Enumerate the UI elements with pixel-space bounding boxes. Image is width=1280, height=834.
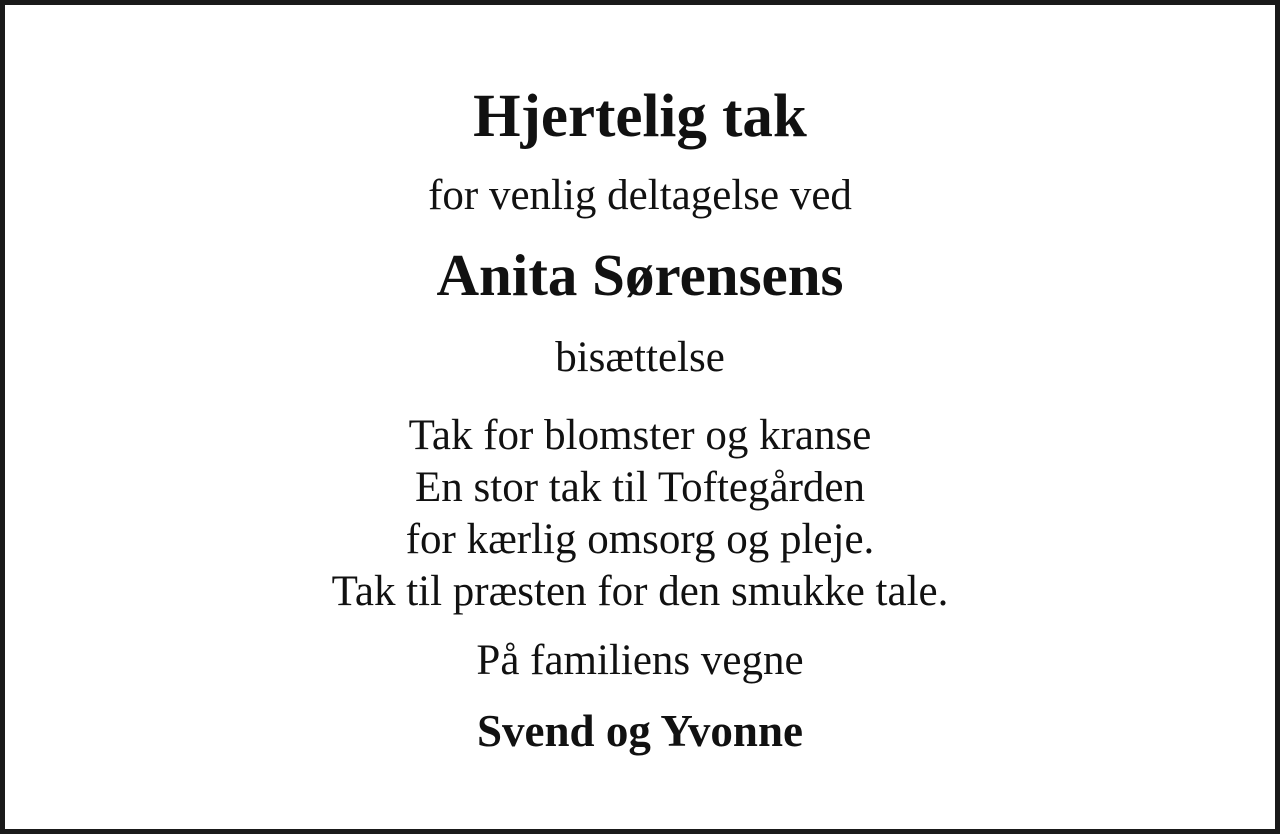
deceased-name: Anita Sørensens xyxy=(436,242,844,308)
signature: Svend og Yvonne xyxy=(477,706,803,756)
thanks-line: Tak for blomster og kranse xyxy=(408,412,872,459)
notice-occasion: bisættelse xyxy=(555,334,725,381)
thanks-message xyxy=(5,410,1275,618)
notice-title: Hjertelig tak xyxy=(473,83,807,150)
notice-intro: for venlig deltagelse ved xyxy=(428,172,852,219)
thanks-line: for kærlig omsorg og pleje. xyxy=(405,516,875,563)
thanks-line: Tak til præsten for den smukke tale. xyxy=(331,568,949,615)
on-behalf-line: På familiens vegne xyxy=(476,637,804,684)
thanks-line: En stor tak til Toftegården xyxy=(415,464,865,511)
